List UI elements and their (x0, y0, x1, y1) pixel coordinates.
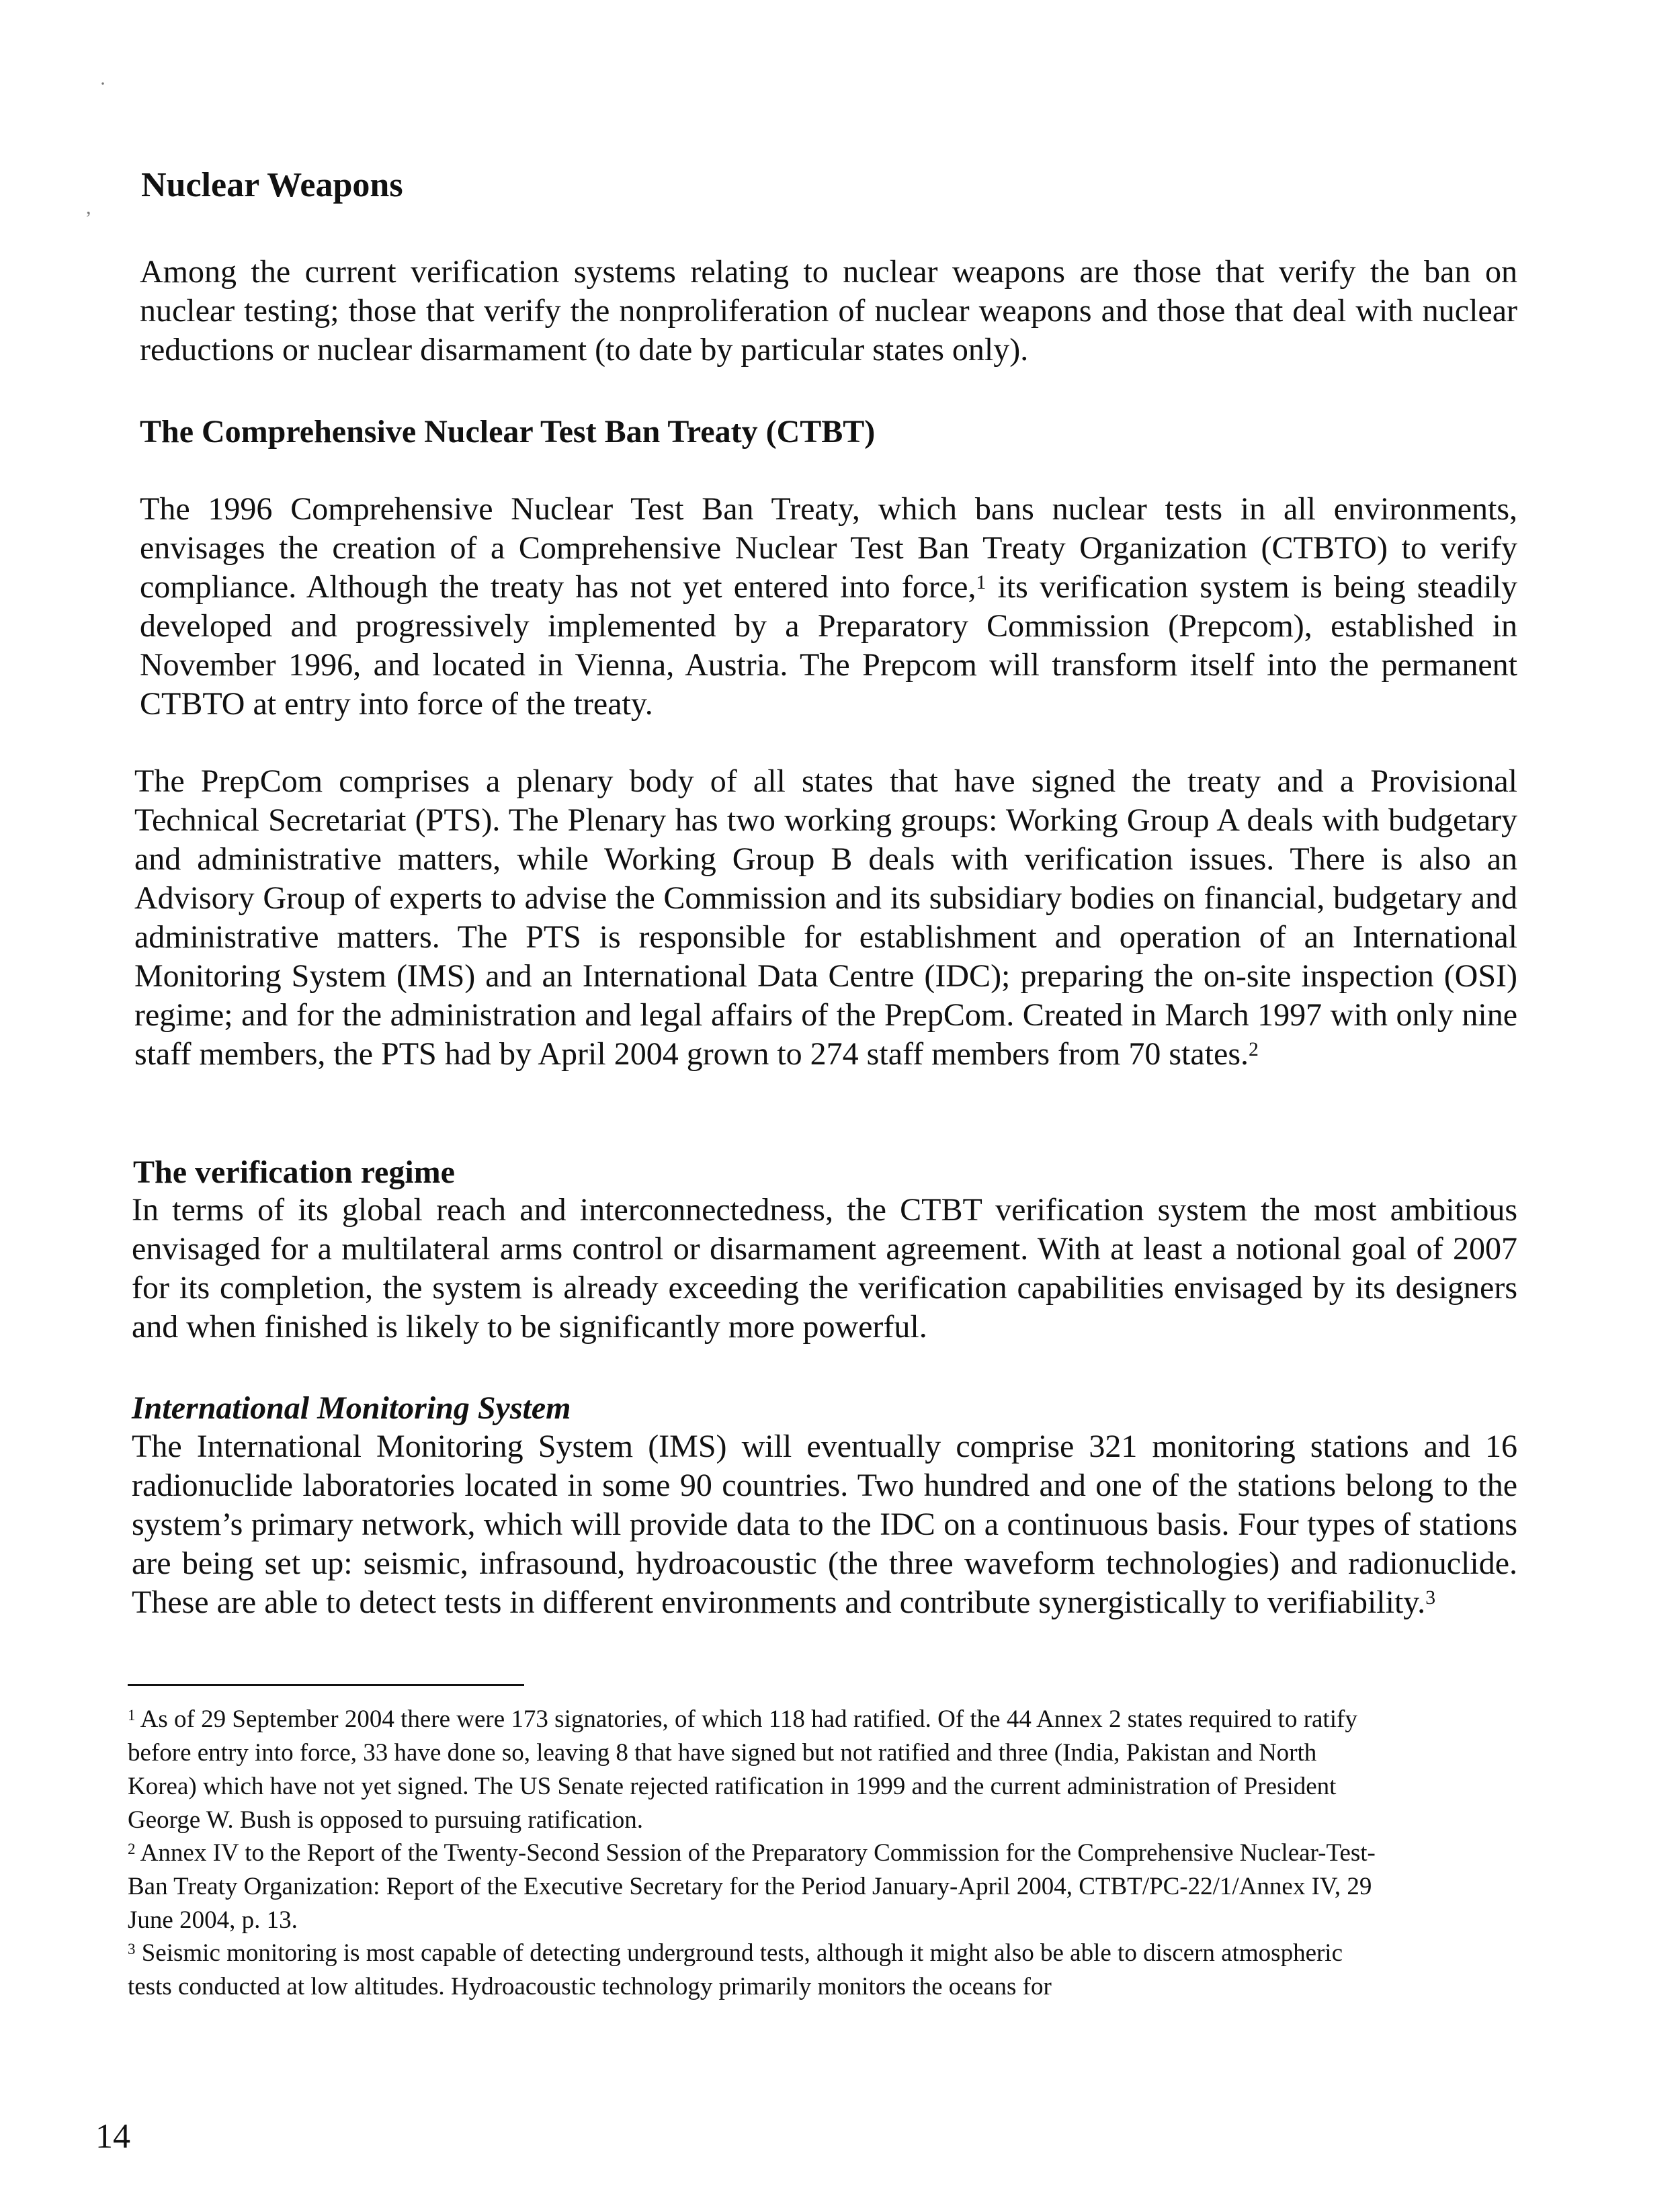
ims-paragraph-text: The International Monitoring System (IMS) will eventually comprise 321 monitoring stations and 16 radionuclide laboratories located in some 90 countries. Two hundred and one of the stations belong to the system’s primary network, which will provide data to the IDC on a continuous basis. Four types of stations are being set up: seismic, infrasound, hydroacoustic (the three waveform technologies) and radionuclide. These are able to detect tests in different environments and contribute synergistically to verifiability. (132, 1429, 1517, 1620)
footnote-1-text: As of 29 September 2004 there were 173 signatories, of which 118 had ratified. Of the 44 Annex 2 states required to ratify before entry into force, 33 have done so, leaving 8 that have signed but not ratified and three (India, Pakistan and North Korea) which have not yet signed. The US Senate rejected ratification in 1999 and the current administration of President George W. Bush is opposed to pursuing ratification. (128, 1705, 1357, 1834)
ctbt-paragraph-1-text-a: The 1996 Comprehensive Nuclear Test Ban Treaty, which bans nuclear tests in all environments, envisages the creation of a Comprehensive Nuclear Test Ban Treaty Organization (CTBTO) to verify compliance. Although the treaty has not yet entered into force, (140, 491, 1517, 605)
scan-speck: · (99, 73, 106, 95)
ctbt-heading: The Comprehensive Nuclear Test Ban Treaty (CTBT) (140, 414, 876, 450)
ims-heading: International Monitoring System (132, 1390, 571, 1426)
footnote-ref-1: 1 (976, 570, 986, 593)
ctbt-paragraph-2 (134, 762, 1517, 1074)
footnote-3-text: Seismic monitoring is most capable of detecting underground tests, although it might also be able to discern atmospheric tests conducted at low altitudes. Hydroacoustic technology primarily monitors the oceans for (128, 1939, 1343, 2000)
footnote-2-mark: 2 (128, 1840, 136, 1857)
ctbt-paragraph-1-text-b: its verification system is being steadily developed and progressively implemented by a Preparatory Commission (Prepcom), established in November 1996, and located in Vienna, Austria. The Prepcom will transform itself into the permanent CTBTO at entry into force of the treaty. (140, 569, 1518, 722)
section-title: Nuclear Weapons (141, 166, 403, 204)
ctbt-paragraph-2-text: The PrepCom comprises a plenary body of all states that have signed the treaty and a Provisional Technical Secretariat (PTS). The Plenary has two working groups: Working Group A deals with budgetary and administrative matters, while Working Group B deals with verification issues. There is also an Advisory Group of experts to advise the Commission and its subsidiary bodies on financial, budgetary and administrative matters. The PTS is responsible for establishment and operation of an International Monitoring System (IMS) and an International Data Centre (IDC); preparing the on-site inspection (OSI) regime; and for the administration and legal affairs of the PrepCom. Created in March 1997 with only nine staff members, the PTS had by April 2004 grown to 274 staff members from 70 states. (134, 763, 1517, 1072)
footnote-ref-3: 3 (1425, 1586, 1436, 1609)
footnote-1-mark: 1 (128, 1706, 136, 1724)
page-number: 14 (95, 2117, 130, 2156)
ims-paragraph (132, 1427, 1517, 1622)
scan-speck: , (86, 196, 91, 218)
verification-heading: The verification regime (133, 1154, 455, 1190)
footnote-separator (128, 1684, 524, 1686)
verification-paragraph: In terms of its global reach and interconnectedness, the CTBT verification system the most ambitious envisaged for a multilateral arms control or disarmament agreement. With at least a notional goal of 2007 for its completion, the system is already exceeding the verification capabilities envisaged by its designers and when finished is likely to be significantly more powerful. (132, 1192, 1517, 1345)
footnote-2-text: Annex IV to the Report of the Twenty-Second Session of the Preparatory Commission for the Comprehensive Nuclear-Test-Ban Treaty Organization: Report of the Executive Secretary for the Period January-April 2004, CTBT/PC-22/1/Annex IV, 29 June 2004, p. 13. (128, 1839, 1376, 1934)
footnote-ref-2: 2 (1249, 1038, 1259, 1060)
ctbt-paragraph-1 (140, 490, 1517, 724)
intro-paragraph: Among the current verification systems relating to nuclear weapons are those that verify the ban on nuclear testing; those that verify the nonproliferation of nuclear weapons and those that deal with nuclear reductions or nuclear disarmament (to date by particular states only). (140, 254, 1517, 368)
footnote-3-mark: 3 (128, 1940, 136, 1957)
footnote-3 (128, 1937, 1391, 2004)
footnote-1 (128, 1703, 1391, 1837)
footnote-2 (128, 1836, 1391, 1937)
